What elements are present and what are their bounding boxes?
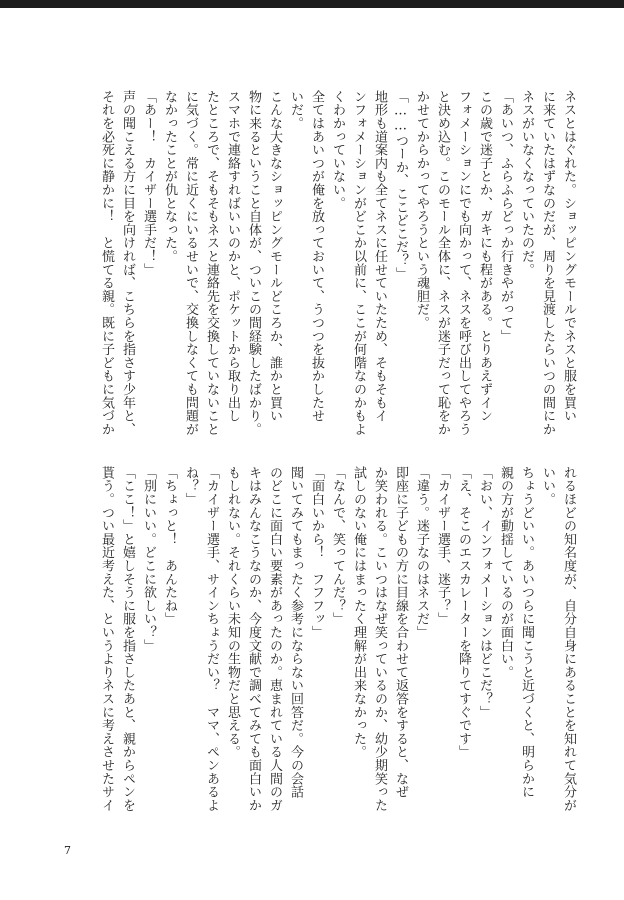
text-line: のどこに面白い要素があったのか。恵まれている人間のガ	[267, 466, 282, 812]
text-line: に気づく。常に近くにいるせいで、交換しなくても問題が	[183, 90, 198, 436]
text-line: ネスとはぐれた。ショッピングモールでネスと服を買い	[561, 90, 576, 423]
text-line: 地形も道案内も全てネスに任せていたため、そもそもイ	[372, 90, 387, 423]
text-line: こんな大きなショッピングモールどころか、誰かと買い	[267, 90, 282, 423]
text-line: 「……つーか、ここどこだ？」	[393, 90, 408, 281]
page-number: 7	[64, 844, 71, 857]
text-line: ちょうどいい。あいつらに聞こうと近づくと、明らかに	[519, 466, 534, 799]
text-line: 「え、そこのエスカレーターを降りてすぐです」	[456, 466, 471, 759]
text-line: 全てはあいつが俺を放っておいて、うつつを抜かしたせ	[309, 90, 324, 423]
text-line: 「カイザー選手、迷子？」	[435, 466, 450, 626]
top-bar	[0, 0, 624, 8]
text-line: ンフォメーションがどこか以前に、ここが何階なのかもよ	[351, 90, 366, 436]
text-line: と決め込む。このモール全体に、ネスが迷子だって恥をか	[435, 90, 450, 436]
text-line: 「別にいい。どこに欲しい？」	[141, 466, 156, 653]
text-line: なかったことが仇となった。	[162, 90, 177, 263]
text-line: 聞いてみてもまったく参考にならない回答だ。今の会話	[288, 466, 303, 799]
text-line: キはみんなこうなのか、今度文献で調べてみても面白いか	[246, 466, 261, 812]
text-line: ネスがいなくなっていたのだ。	[519, 90, 534, 277]
text-line: 即座に子どもの方に目線を合わせて返答をすると、なぜ	[393, 466, 408, 799]
text-line: それを必死に静かに！ と慌てる親。既に子どもに気づか	[99, 90, 114, 436]
text-line: 「カイザー選手、サインちょうだい？ ママ、ペンあるよ	[204, 466, 219, 812]
text-line: くわかっていない。	[330, 90, 345, 210]
text-line: 「ここ！」と嬉しそうに服を指さしたあと、親からペンを	[120, 466, 135, 812]
text-line: れるほどの知名度が、自分自身にあることを知れて気分が	[561, 466, 576, 812]
text-line: フォメーションにでも向かって、ネスを呼び出してやろう	[456, 90, 471, 436]
text-line: ね？」	[183, 466, 198, 506]
text-line: 「あー！ カイザー選手だ！」	[141, 90, 156, 277]
text-line: 貰う。つい最近考えた、というよりネスに考えさせたサイ	[99, 466, 114, 812]
text-line: かせてからかってやろうという魂胆だ。	[414, 90, 429, 330]
text-line: か笑われる。こいつはなぜ笑っているのか、幼少期笑った	[372, 466, 387, 812]
book-page	[0, 8, 624, 900]
upper-text-tier	[59, 90, 579, 460]
text-line: 「おい、インフォメーションはどこだ？」	[477, 466, 492, 719]
text-line: 「違う。迷子なのはネスだ」	[414, 466, 429, 639]
text-line: に来ていたはずなのだが、周りを見渡したらいつの間にか	[540, 90, 555, 436]
text-line: 声の聞こえる方に目を向ければ、こちらを指さす少年と、	[120, 90, 135, 436]
text-line: 「面白いから！ フフフッ」	[309, 466, 324, 639]
text-line: 「ちょっと！ あんたね」	[162, 466, 177, 626]
text-line: もしれない。それくらい未知の生物だと思える。	[225, 466, 240, 759]
text-line: 「あいつ、ふらふらどっか行きやがって」	[498, 90, 513, 343]
text-line: 親の方が動揺しているのが面白い。	[498, 466, 513, 679]
text-line: たところで、そもそもネスと連絡先を交換していないこと	[204, 90, 219, 436]
text-line: いい。	[540, 466, 555, 506]
text-line: スマホで連絡すればいいのかと、ポケットから取り出し	[225, 90, 240, 423]
text-line: いだ。	[288, 90, 303, 130]
text-line: この歳で迷子とか、ガキにも程がある。とりあえずイン	[477, 90, 492, 423]
text-line: 試しのない俺にはまったく理解が出来なかった。	[351, 466, 366, 759]
text-line: 「なんで、笑ってんだ？」	[330, 466, 345, 626]
lower-text-tier	[59, 466, 579, 846]
text-line: 物に来るということ自体が、ついこの間経験したばかり。	[246, 90, 261, 436]
